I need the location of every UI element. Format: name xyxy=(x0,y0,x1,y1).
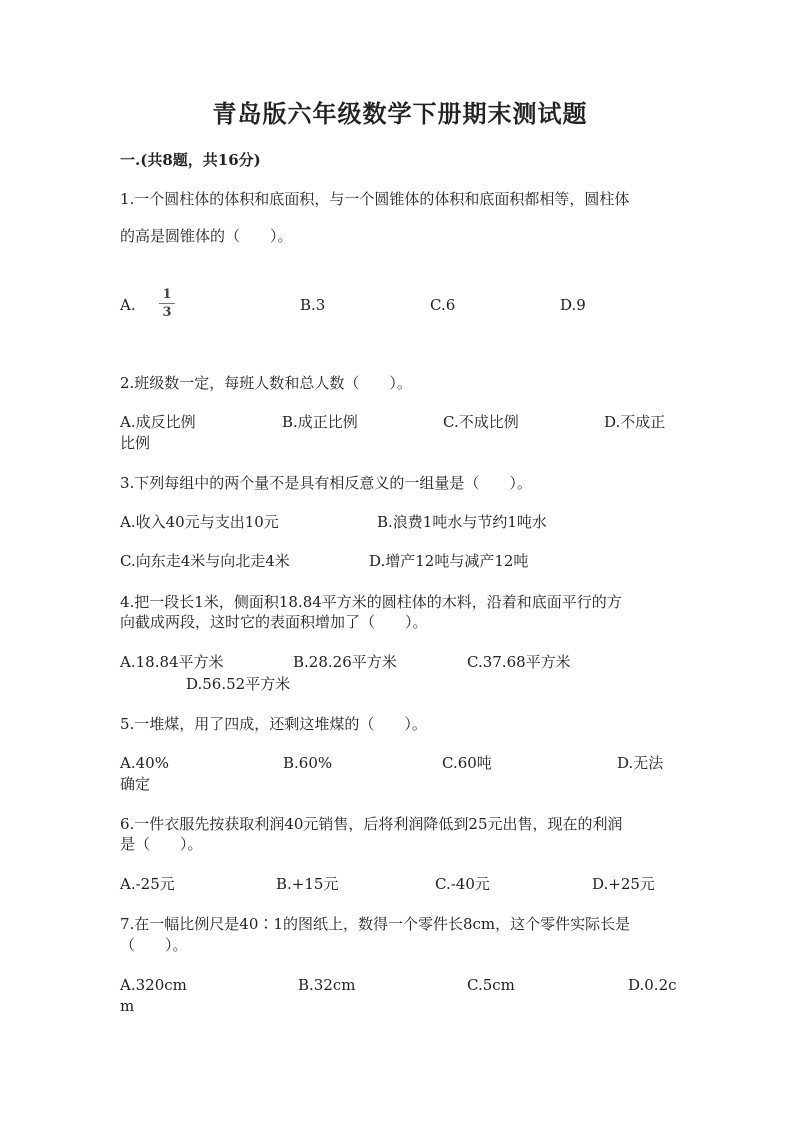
q7-option-b: B.32cm xyxy=(298,976,356,994)
question-4-line-1: 4.把一段长1米，侧面积18.84平方米的圆柱体的木料，沿着和底面平行的方 xyxy=(120,593,622,611)
q7-option-c: C.5cm xyxy=(467,976,515,994)
q3-option-c: C.向东走4米与向北走4米 xyxy=(120,552,290,570)
question-7-line-2: （ ）。 xyxy=(120,936,188,954)
q2-option-d: D.不成正 xyxy=(604,413,666,431)
q1-option-d: D.9 xyxy=(560,296,586,314)
q1-option-a-fraction xyxy=(159,287,175,320)
q3-option-b: B.浪费1吨水与节约1吨水 xyxy=(377,513,547,531)
q2-option-d-wrap: 比例 xyxy=(120,434,151,452)
q3-option-a: A.收入40元与支出10元 xyxy=(120,513,279,531)
fraction-numerator: 1 xyxy=(162,287,172,302)
page-title: 青岛版六年级数学下册期末测试题 xyxy=(212,99,588,128)
fraction-bar xyxy=(159,303,175,304)
q5-option-a: A.40% xyxy=(120,754,169,772)
question-1-line-2: 的高是圆锥体的（ ）。 xyxy=(120,227,293,245)
q7-option-a: A.320cm xyxy=(120,976,187,994)
question-7-line-1: 7.在一幅比例尺是40∶1的图纸上，数得一个零件长8cm，这个零件实际长是 xyxy=(120,915,631,933)
q2-option-b: B.成正比例 xyxy=(282,413,358,431)
q5-option-b: B.60% xyxy=(283,754,333,772)
q3-option-d: D.增产12吨与减产12吨 xyxy=(369,552,529,570)
q1-option-a: A. xyxy=(120,296,136,314)
question-3-line-1: 3.下列每组中的两个量不是具有相反意义的一组量是（ ）。 xyxy=(120,474,532,492)
q2-option-c: C.不成比例 xyxy=(443,413,519,431)
q7-option-d-wrap: m xyxy=(120,997,135,1015)
question-6-line-1: 6.一件衣服先按获取利润40元销售，后将利润降低到25元出售，现在的利润 xyxy=(120,815,623,833)
q2-option-a: A.成反比例 xyxy=(120,413,196,431)
q4-option-d: D.56.52平方米 xyxy=(186,675,291,693)
question-5-line-1: 5.一堆煤，用了四成，还剩这堆煤的（ ）。 xyxy=(120,715,427,733)
q6-option-a: A.-25元 xyxy=(120,875,175,893)
q6-option-d: D.+25元 xyxy=(592,875,655,893)
question-1-line-1: 1.一个圆柱体的体积和底面积，与一个圆锥体的体积和底面积都相等，圆柱体 xyxy=(120,190,630,208)
q4-option-a: A.18.84平方米 xyxy=(120,653,224,671)
section-heading: 一.(共8题，共16分) xyxy=(120,151,261,169)
q4-option-c: C.37.68平方米 xyxy=(467,653,571,671)
question-6-line-2: 是（ ）。 xyxy=(120,835,203,853)
q5-option-d: D.无法 xyxy=(617,754,664,772)
q4-option-b: B.28.26平方米 xyxy=(293,653,397,671)
q6-option-c: C.-40元 xyxy=(435,875,490,893)
q6-option-b: B.+15元 xyxy=(276,875,339,893)
fraction-denominator: 3 xyxy=(162,305,172,320)
q5-option-c: C.60吨 xyxy=(442,754,492,772)
question-4-line-2: 向截成两段，这时它的表面积增加了（ ）。 xyxy=(120,613,428,631)
q1-option-b: B.3 xyxy=(300,296,326,314)
q5-option-d-wrap: 确定 xyxy=(120,775,151,793)
q7-option-d: D.0.2c xyxy=(628,976,677,994)
question-2-line-1: 2.班级数一定，每班人数和总人数（ ）。 xyxy=(120,374,412,392)
q1-option-c: C.6 xyxy=(430,296,456,314)
